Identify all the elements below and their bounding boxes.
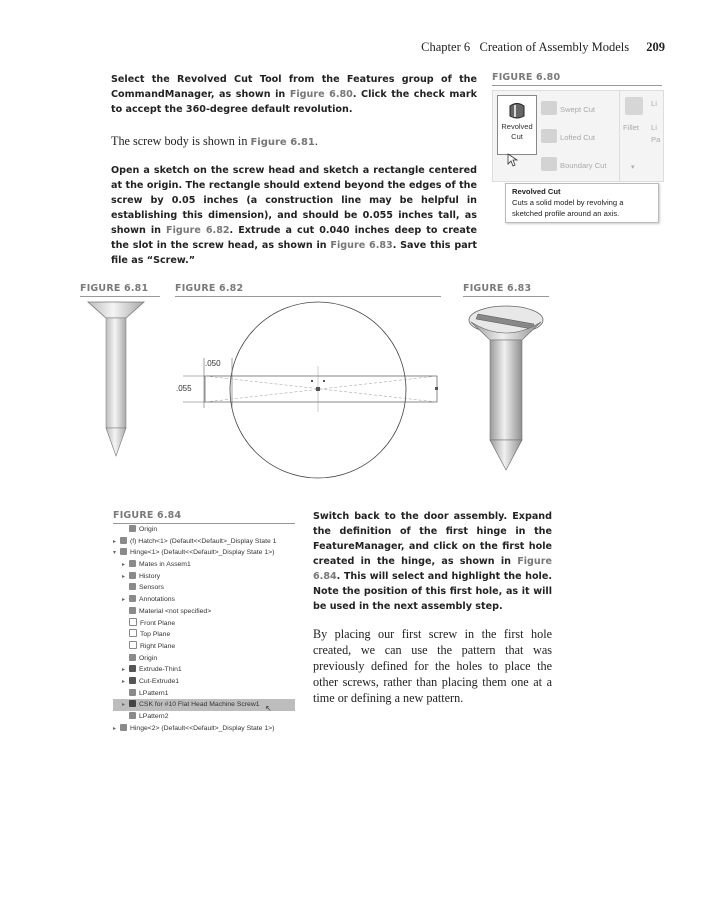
swept-cut-label: Swept Cut [560,105,596,114]
tree-row-history[interactable] [113,571,295,583]
tree-row-label: Sensors [139,584,164,592]
tree-row-origin-2[interactable] [113,653,295,665]
part-icon [120,548,127,555]
tree-row-label: History [139,572,161,580]
mouse-cursor-icon: ↖ [265,704,272,714]
extrude-icon [129,665,136,672]
step2-text-b: . Extrude a cut 0.040 inches deep to create the slot in the screw head, as shown in [111,225,478,251]
tree-row-extrude-thin[interactable] [113,664,295,676]
body1-text-a: The screw body is shown in [111,134,251,148]
plane-icon [129,629,137,637]
chapter-title: Creation of Assembly Models [479,40,630,54]
body-paragraph-2: By placing our first screw in the first hole created, we can use the pattern that was previously defined for the holes to place the other screws, rather than placing them one at a time or defining a new pattern. [313,627,552,705]
revolved-cut-tooltip [505,183,659,223]
hole-wizard-icon [129,700,136,707]
annotations-icon [129,595,136,602]
plane-icon [129,641,137,649]
tree-row-origin[interactable] [113,524,295,536]
expand-arrow-icon[interactable]: ▸ [122,597,126,604]
page-number: 209 [646,40,665,54]
tree-row-label: Annotations [139,596,175,604]
tree-row-label: CSK for #10 Flat Head Machine Screw1 [139,701,260,709]
tree-row-label: Origin [139,526,158,533]
figure-6-83-label: FIGURE 6.83 [463,283,549,297]
mates-icon [129,560,136,567]
step3-text-a: Switch back to the door assembly. Expand the definition of the first hinge in the FeatureManager, and click on the first hole created in the hinge, as shown in [313,511,552,567]
expand-arrow-icon[interactable]: ▸ [122,573,126,580]
tree-row-label: Right Plane [140,642,176,650]
revolved-cut-button[interactable] [497,95,537,155]
boundary-cut-label: Boundary Cut [560,161,607,170]
expand-arrow-icon[interactable]: ▸ [113,538,117,545]
step2-text-a: Open a sketch on the screw head and sketch a rectangle centered at the origin. The rectangle should extend beyond the edges of the screw by 0.05 inches (a construction line may be helpful in establishing this dimension), and should be 0.055 inches tall, as shown in [111,165,477,236]
toolbar-divider [619,91,620,181]
tree-row-label: Top Plane [140,631,171,639]
sensors-icon [129,583,136,590]
step1-text-a: Select the Revolved Cut Tool from the Features group of the CommandManager, as shown in [111,74,477,100]
tree-row-annotations[interactable] [113,594,295,606]
tooltip-text: Cuts a solid model by revolving a sketched profile around an axis. [512,198,624,218]
lofted-cut-button[interactable] [541,127,595,145]
tree-row-lpattern-1[interactable] [113,688,295,700]
boundary-cut-icon [541,157,557,171]
pattern-icon [129,712,136,719]
chapter-label: Chapter 6 [421,40,471,54]
swept-cut-button[interactable] [541,99,595,117]
history-icon [129,572,136,579]
tree-row-label: Origin [139,654,158,662]
part-icon [120,724,127,731]
figure-6-82-label: FIGURE 6.82 [175,283,441,297]
material-icon [129,607,136,614]
truncated-label-2: Li [651,123,657,132]
lofted-cut-icon [541,129,557,143]
origin-icon [129,654,136,661]
tree-row-label: Mates in Assem1 [139,561,191,569]
boundary-cut-button[interactable] [541,155,606,173]
expand-arrow-icon[interactable]: ▸ [113,725,117,732]
tree-row-label: Material <not specified> [139,607,212,615]
tree-row-hinge-2[interactable] [113,723,295,735]
instruction-step-1 [111,72,477,117]
origin-icon [129,525,136,532]
dimension-050[interactable]: .050 [205,359,221,368]
tree-row-right-plane[interactable] [113,641,295,653]
tooltip-title: Revolved Cut [512,187,561,196]
step3-text-b: . This will select and highlight the hole. Note the position of this first hole, as it will be used in the next assembly step. [313,571,552,612]
swept-cut-icon [541,101,557,115]
cut-extrude-icon [129,677,136,684]
sketch-drawing [175,296,441,482]
figure-ref-6-84[interactable]: Figure 6.84 [313,556,552,582]
step2-text-c: . Save this part file as “Screw.” [111,240,477,266]
figure-ref-6-83[interactable]: Figure 6.83 [330,240,393,251]
tree-row-material[interactable] [113,606,295,618]
truncated-label-3: Pa [651,135,661,144]
running-header [421,40,665,55]
figure-6-80-label: FIGURE 6.80 [492,72,662,86]
revolved-cut-icon [507,100,527,120]
step1-text-b: . Click the check mark to accept the 360-degree default revolution. [111,89,477,115]
tree-row-cut-extrude[interactable] [113,676,295,688]
instruction-step-3 [313,509,552,614]
tree-row-label: Hinge<1> (Default<<Default>_Display State 1>) [130,549,275,557]
slotted-screw-figure [466,296,546,476]
pattern-icon [129,689,136,696]
lofted-cut-label: Lofted Cut [560,133,596,142]
tree-row-label: LPattern2 [139,713,169,720]
tree-row-label: Front Plane [140,619,176,627]
tree-row-lpattern-2[interactable] [113,711,295,723]
expand-arrow-icon[interactable]: ▸ [122,702,126,709]
figure-ref-6-80[interactable]: Figure 6.80 [289,89,353,100]
truncated-label-1: Li [651,99,657,108]
revolved-cut-label: Revolved Cut [501,122,533,141]
part-icon [120,537,127,544]
tree-row-label: (f) Hatch<1> (Default<<Default>_Display State 1 [130,537,277,545]
dimension-055[interactable]: .055 [176,384,192,393]
body1-text-b: . [314,134,318,148]
fillet-button[interactable]: Fillet [623,123,640,132]
tree-row-csk-hole-selected[interactable] [113,699,295,714]
instruction-step-2 [111,163,477,268]
tree-row-sensors[interactable] [113,582,295,594]
tree-row-label: LPattern1 [139,689,169,697]
tree-row-hinge-1[interactable] [113,547,295,559]
mouse-cursor-icon [507,153,519,167]
screw-body-figure [86,296,146,466]
tree-row-hatch[interactable] [113,536,295,548]
body-paragraph-1 [111,133,477,151]
tree-row-mates[interactable] [113,559,295,571]
feature-manager-tree [113,524,295,734]
fillet-icon [625,97,643,115]
features-toolbar [492,90,664,182]
tree-row-front-plane[interactable] [113,618,295,630]
expand-arrow-icon[interactable]: ▸ [122,562,126,569]
figure-6-81-label: FIGURE 6.81 [80,283,160,297]
tree-row-label: Extrude-Thin1 [139,666,182,674]
more-dropdown-icon[interactable]: ▾ [631,164,635,171]
collapse-arrow-icon[interactable]: ▾ [113,550,117,557]
tree-row-label: Hinge<2> (Default<<Default>_Display State 1>) [130,724,275,732]
expand-arrow-icon[interactable]: ▸ [122,678,126,685]
plane-icon [129,618,137,626]
figure-ref-6-82[interactable]: Figure 6.82 [166,225,230,236]
figure-ref-6-81[interactable]: Figure 6.81 [250,137,315,148]
figure-6-84-label: FIGURE 6.84 [113,510,295,524]
tree-row-top-plane[interactable] [113,629,295,641]
tree-row-label: Cut-Extrude1 [139,677,180,685]
expand-arrow-icon[interactable]: ▸ [122,667,126,674]
